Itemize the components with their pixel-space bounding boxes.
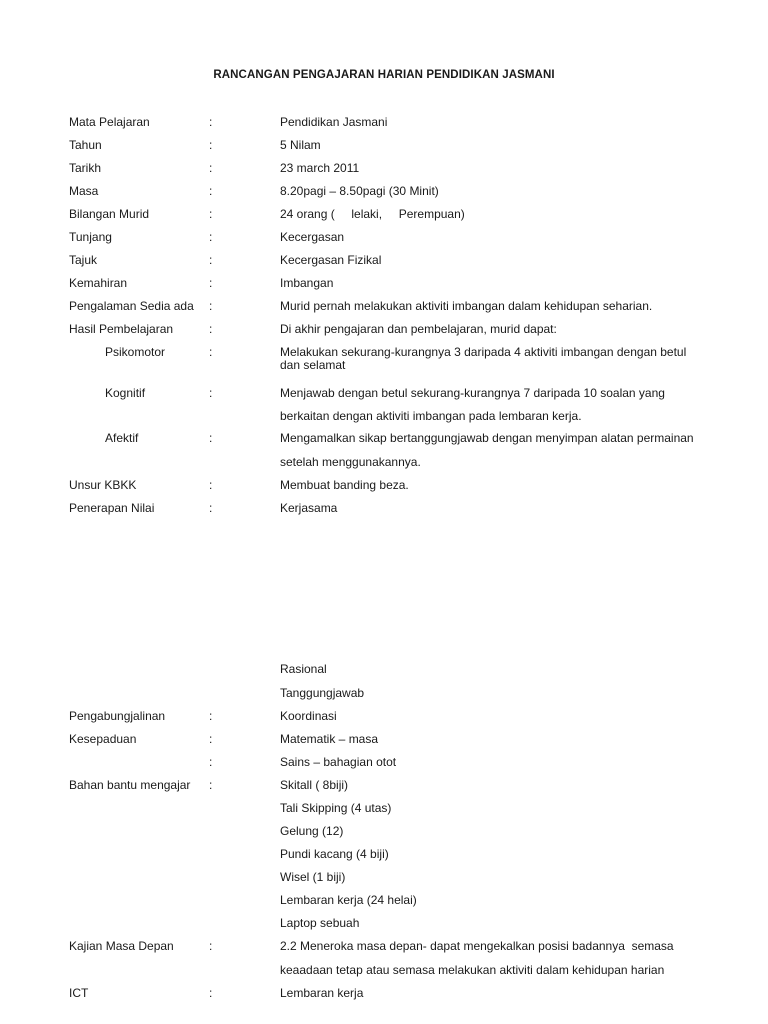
field-label: Penerapan Nilai <box>69 501 155 515</box>
field-colon: : <box>209 161 213 175</box>
field-label: Psikomotor <box>105 345 166 359</box>
field-label: Kognitif <box>105 386 146 400</box>
field-colon: : <box>209 253 213 267</box>
field-colon: : <box>209 431 213 445</box>
field-value: 8.20pagi – 8.50pagi (30 Minit) <box>280 184 439 198</box>
field-value: Lembaran kerja <box>280 986 364 1000</box>
list-item: Laptop sebuah <box>280 916 360 930</box>
list-item: Tali Skipping (4 utas) <box>280 801 392 815</box>
field-colon: : <box>209 755 213 769</box>
field-colon: : <box>209 345 213 359</box>
field-value: Imbangan <box>280 276 334 290</box>
field-value: 5 Nilam <box>280 138 321 152</box>
list-item: Pundi kacang (4 biji) <box>280 847 389 861</box>
list-item: Gelung (12) <box>280 824 344 838</box>
field-colon: : <box>209 115 213 129</box>
field-label: Afektif <box>105 431 139 445</box>
field-value: keaadaan tetap atau semasa melakukan aktiviti dalam kehidupan harian <box>280 963 665 977</box>
field-value: setelah menggunakannya. <box>280 455 421 469</box>
field-value: Melakukan sekurang-kurangnya 3 daripada 4 aktiviti imbangan dengan betul dan selamat <box>280 345 687 372</box>
field-label: Kemahiran <box>69 276 128 290</box>
field-label: Tahun <box>69 138 102 152</box>
field-label: Kajian Masa Depan <box>69 939 174 953</box>
list-item: Skitall ( 8biji) <box>280 778 349 792</box>
field-value: Kerjasama <box>280 501 338 515</box>
field-value: Murid pernah melakukan aktiviti imbangan dalam kehidupan seharian. <box>280 299 653 313</box>
field-label: Mata Pelajaran <box>69 115 150 129</box>
field-colon: : <box>209 732 213 746</box>
field-colon: : <box>209 478 213 492</box>
field-colon: : <box>209 207 213 221</box>
field-label: Tunjang <box>69 230 112 244</box>
field-label: Hasil Pembelajaran <box>69 322 174 336</box>
field-value: Menjawab dengan betul sekurang-kurangnya 7 daripada 10 soalan yang <box>280 386 665 400</box>
field-colon: : <box>209 386 213 400</box>
field-colon: : <box>209 299 213 313</box>
field-label: Pengabungjalinan <box>69 709 166 723</box>
field-colon: : <box>209 778 213 792</box>
list-item: Wisel (1 biji) <box>280 870 346 884</box>
field-value: Pendidikan Jasmani <box>280 115 388 129</box>
field-colon: : <box>209 986 213 1000</box>
field-label: Unsur KBKK <box>69 478 137 492</box>
field-value: Koordinasi <box>280 709 337 723</box>
field-value: Matematik – masa <box>280 732 379 746</box>
field-value: 23 march 2011 <box>280 161 360 175</box>
field-value: Tanggungjawab <box>280 686 365 700</box>
field-colon: : <box>209 322 213 336</box>
field-label: Tajuk <box>69 253 98 267</box>
field-label: Kesepaduan <box>69 732 137 746</box>
field-value: Sains – bahagian otot <box>280 755 397 769</box>
field-colon: : <box>209 230 213 244</box>
field-colon: : <box>209 276 213 290</box>
field-value: Kecergasan Fizikal <box>280 253 382 267</box>
field-value: Membuat banding beza. <box>280 478 409 492</box>
field-label: Masa <box>69 184 99 198</box>
field-label: Bilangan Murid <box>69 207 150 221</box>
document-title: RANCANGAN PENGAJARAN HARIAN PENDIDIKAN JASMANI <box>213 69 555 81</box>
field-label: Bahan bantu mengajar <box>69 778 191 792</box>
field-colon: : <box>209 709 213 723</box>
field-value: berkaitan dengan aktiviti imbangan pada lembaran kerja. <box>280 409 582 423</box>
field-label: Pengalaman Sedia ada <box>69 299 194 313</box>
field-label: Tarikh <box>69 161 102 175</box>
field-value: Mengamalkan sikap bertanggungjawab dengan menyimpan alatan permainan <box>280 431 694 445</box>
field-value: Kecergasan <box>280 230 345 244</box>
field-colon: : <box>209 501 213 515</box>
field-label: ICT <box>69 986 89 1000</box>
field-colon: : <box>209 138 213 152</box>
field-value: Di akhir pengajaran dan pembelajaran, murid dapat: <box>280 322 557 336</box>
field-value: 2.2 Meneroka masa depan- dapat mengekalkan posisi badannya semasa <box>280 939 674 953</box>
field-colon: : <box>209 939 213 953</box>
list-item: Lembaran kerja (24 helai) <box>280 893 417 907</box>
field-value: Rasional <box>280 662 327 676</box>
field-value: 24 orang ( lelaki, Perempuan) <box>280 207 465 221</box>
field-colon: : <box>209 184 213 198</box>
